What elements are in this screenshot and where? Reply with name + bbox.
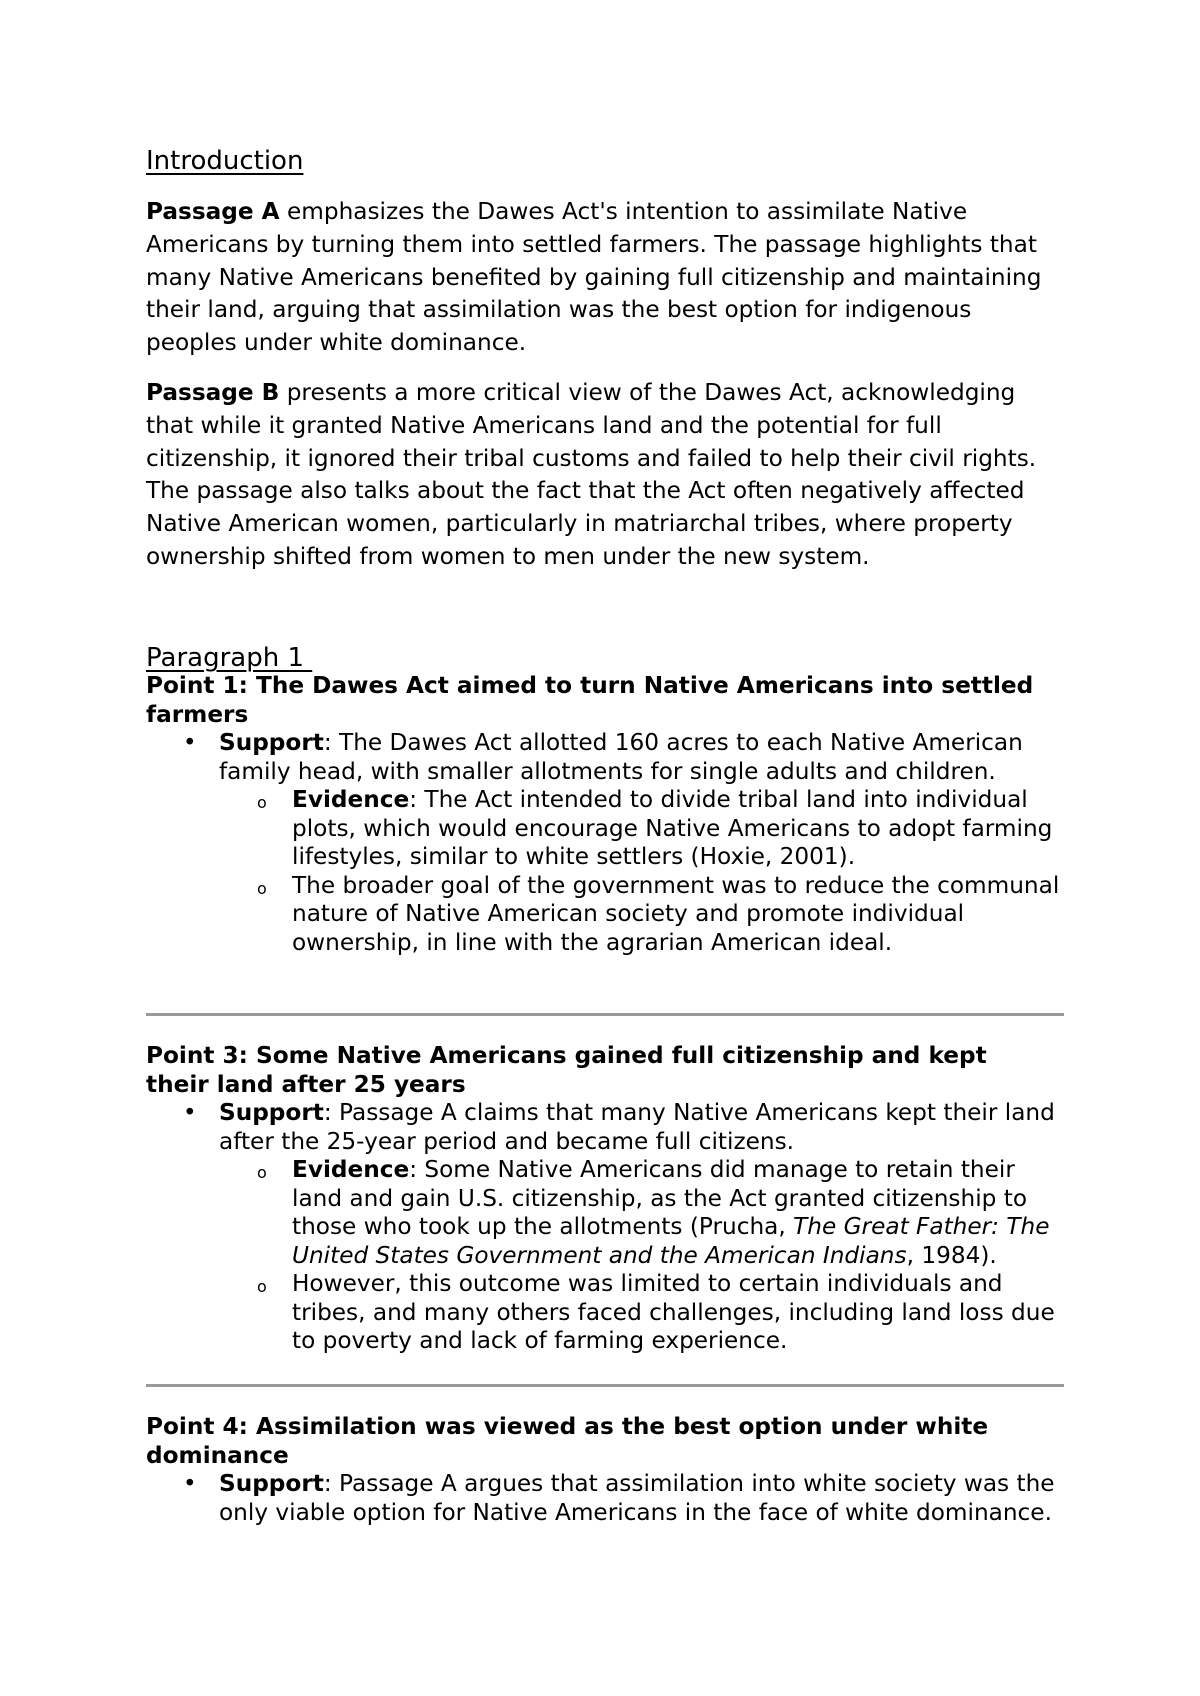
support-text: : Passage A claims that many Native Americans kept their land after the 25-year period and became full citizens. bbox=[219, 1099, 1055, 1155]
passage-b-label: Passage B bbox=[146, 379, 280, 406]
support-label: Support bbox=[219, 729, 324, 756]
evidence-text-before: : Some Native Americans did manage to retain their land and gain U.S. citizenship, as the Act granted citizenship to those who took up the allotments (Prucha, bbox=[292, 1156, 1028, 1240]
point-3-support-list bbox=[146, 1099, 1066, 1356]
support-text: : The Dawes Act allotted 160 acres to each Native American family head, with smaller allotments for single adults and children. bbox=[219, 729, 1023, 785]
passage-a-label: Passage A bbox=[146, 198, 280, 225]
introduction-heading: Introduction bbox=[146, 146, 304, 176]
point-3-evidence-item-1 bbox=[219, 1156, 1066, 1270]
evidence-label: Evidence bbox=[292, 1156, 410, 1183]
point-1-support-item bbox=[146, 729, 1066, 957]
evidence-text: The broader goal of the government was to reduce the communal nature of Native American society and promote individual ownership, in line with the agrarian American ideal. bbox=[292, 871, 1060, 956]
point-1-support-list bbox=[146, 729, 1066, 957]
support-text: : Passage A argues that assimilation into white society was the only viable option for Native Americans in the face of white dominance. bbox=[219, 1470, 1055, 1526]
point-3-evidence-item-2 bbox=[219, 1270, 1066, 1356]
point-4-support-item bbox=[146, 1470, 1066, 1527]
point-3-title: Point 3: Some Native Americans gained full citizenship and kept their land after 25 years bbox=[146, 1042, 987, 1098]
paragraph-1-heading: Paragraph 1 bbox=[146, 643, 313, 673]
point-1-evidence-list bbox=[219, 786, 1066, 957]
point-3-block bbox=[146, 1042, 1066, 1356]
point-4-block bbox=[146, 1413, 1066, 1527]
citation-title: The Great Father: The United States Government and the American Indians bbox=[292, 1213, 1050, 1269]
evidence-text: : The Act intended to divide tribal land into individual plots, which would encourage Native Americans to adopt farming lifestyles, similar to white settlers (Hoxie, 2001). bbox=[292, 786, 1053, 870]
point-1-evidence-item-1 bbox=[219, 786, 1066, 872]
support-label: Support bbox=[219, 1470, 324, 1497]
point-4-title: Point 4: Assimilation was viewed as the best option under white dominance bbox=[146, 1413, 989, 1469]
evidence-text: However, this outcome was limited to certain individuals and tribes, and many others faced challenges, including land loss due to poverty and lack of farming experience. bbox=[292, 1270, 1055, 1354]
point-1-evidence-item-2 bbox=[219, 872, 1066, 958]
point-1-title: Point 1: The Dawes Act aimed to turn Native Americans into settled farmers bbox=[146, 672, 1034, 728]
point-1-block bbox=[146, 672, 1066, 957]
point-3-support-item bbox=[146, 1099, 1066, 1356]
passage-a-text: emphasizes the Dawes Act's intention to assimilate Native Americans by turning them into settled farmers. The passage highlights that many Native Americans benefited by gaining full citizenship and maintaining their land, arguing that assimilation was the best option for indigenous peoples under white dominance. bbox=[146, 198, 1042, 357]
passage-b-text: presents a more critical view of the Dawes Act, acknowledging that while it granted Native Americans land and the potential for full citizenship, it ignored their tribal customs and failed to help their civil rights. The passage also talks about the fact that the Act often negatively affected Native American women, particularly in matriarchal tribes, where property ownership shifted from women to men under the new system. bbox=[146, 379, 1037, 570]
horizontal-rule bbox=[146, 1013, 1064, 1016]
point-3-evidence-list bbox=[219, 1156, 1066, 1356]
support-label: Support bbox=[219, 1099, 324, 1126]
evidence-label: Evidence bbox=[292, 786, 410, 813]
horizontal-rule bbox=[146, 1384, 1064, 1387]
passage-b-paragraph bbox=[146, 377, 1066, 574]
evidence-text-after: , 1984). bbox=[906, 1241, 997, 1269]
point-4-support-list bbox=[146, 1470, 1066, 1527]
passage-a-paragraph bbox=[146, 196, 1066, 360]
